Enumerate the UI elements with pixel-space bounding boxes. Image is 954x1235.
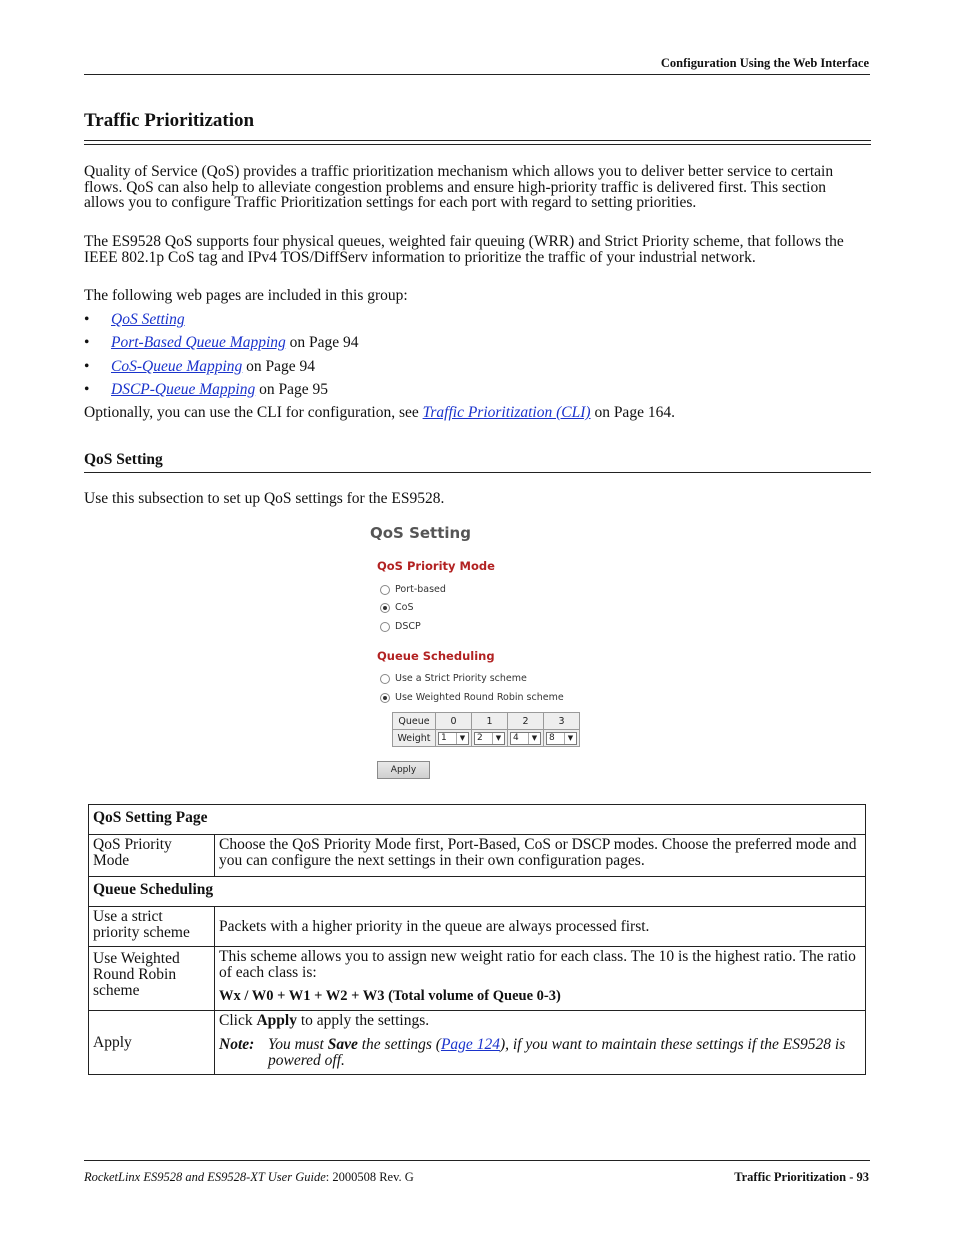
weight-select-3[interactable]: 8 ▼ xyxy=(546,732,577,745)
subsection-rule xyxy=(84,472,871,473)
queue-cell: 3 xyxy=(544,713,580,730)
weight-select-2[interactable]: 4 ▼ xyxy=(510,732,541,745)
section-rule-top xyxy=(84,140,871,141)
subsection-title: QoS Setting xyxy=(84,451,163,468)
table-subheading: Queue Scheduling xyxy=(89,877,866,907)
chevron-down-icon[interactable]: ▼ xyxy=(492,733,504,744)
radio-dscp[interactable]: DSCP xyxy=(380,621,421,632)
table-row xyxy=(89,947,866,1011)
footer-rule xyxy=(84,1160,870,1161)
radio-strict-priority[interactable]: Use a Strict Priority scheme xyxy=(380,673,527,684)
radio-icon[interactable] xyxy=(380,674,390,684)
chevron-down-icon[interactable]: ▼ xyxy=(528,733,540,744)
radio-icon[interactable] xyxy=(380,622,390,632)
support-paragraph: The ES9528 QoS supports four physical queues, weighted fair queuing (WRR) and Strict Priority scheme, that follows the IEEE 802.1p CoS tag and IPv4 TOS/DiffServ information to prioritize the traffic of your industrial network. xyxy=(84,233,844,266)
queue-cell: 1 xyxy=(472,713,508,730)
weight-select-1[interactable]: 2 ▼ xyxy=(474,732,505,745)
table-row xyxy=(393,730,580,747)
chevron-down-icon[interactable]: ▼ xyxy=(564,733,576,744)
footer-page-number: Traffic Prioritization - 93 xyxy=(734,1170,869,1184)
cli-reference: Optionally, you can use the CLI for configuration, see Traffic Prioritization (CLI) on Page 164. xyxy=(84,404,675,421)
qos-priority-mode-title: QoS Priority Mode xyxy=(377,559,495,573)
row-text: Packets with a higher priority in the queue are always processed first. xyxy=(215,907,866,947)
row-label: Use a strict priority scheme xyxy=(89,907,215,947)
table-row xyxy=(393,713,580,730)
row-label: Use Weighted Round Robin scheme xyxy=(89,947,215,1011)
radio-selected-icon[interactable] xyxy=(380,603,390,613)
row-text: Click Apply to apply the settings. xyxy=(219,1012,430,1029)
weight-select-0[interactable]: 1 ▼ xyxy=(438,732,469,745)
intro-paragraph: Quality of Service (QoS) provides a traffic prioritization mechanism which allows you to deliver better service to certain flows. QoS can also help to alleviate congestion problems and ensure high-priority traffic is delivered first. This section allows you to configure Traffic Prioritization settings for each port with regard to setting priorities. xyxy=(84,163,834,212)
note: Note: You must Save the settings (Page 124), if you want to maintain these settings if the ES9528 is powered off. xyxy=(219,1036,846,1069)
radio-selected-icon[interactable] xyxy=(380,693,390,703)
row-text: Choose the QoS Priority Mode first, Port-Based, CoS or DSCP modes. Choose the preferred mode and you can configure the next settings in their own configuration pages. xyxy=(215,835,866,877)
queue-header: Queue xyxy=(393,713,436,730)
row-label: QoS Priority Mode xyxy=(89,835,215,877)
table-row xyxy=(89,907,866,947)
table-row xyxy=(89,805,866,835)
section-rule-bottom xyxy=(84,144,871,145)
header-rule xyxy=(84,74,870,75)
dscp-queue-mapping-link[interactable]: DSCP-Queue Mapping xyxy=(111,381,256,398)
radio-port-based[interactable]: Port-based xyxy=(380,584,446,595)
cos-queue-mapping-link[interactable]: CoS-Queue Mapping xyxy=(111,358,243,375)
radio-weighted-round-robin[interactable]: Use Weighted Round Robin scheme xyxy=(380,692,564,703)
wrr-formula: Wx / W0 + W1 + W2 + W3 (Total volume of Queue 0-3) xyxy=(219,988,561,1004)
radio-cos[interactable]: CoS xyxy=(380,602,413,613)
radio-icon[interactable] xyxy=(380,585,390,595)
queue-scheduling-title: Queue Scheduling xyxy=(377,649,495,663)
queue-weight-table xyxy=(392,712,580,747)
weight-header: Weight xyxy=(393,730,436,747)
table-row xyxy=(89,1011,866,1075)
note-label: Note: xyxy=(219,1036,255,1053)
qos-setting-link[interactable]: QoS Setting xyxy=(111,311,185,328)
pages-paragraph: The following web pages are included in this group: xyxy=(84,287,408,304)
chevron-down-icon[interactable]: ▼ xyxy=(456,733,468,744)
page-124-link[interactable]: Page 124 xyxy=(440,1036,500,1053)
port-based-queue-mapping-link[interactable]: Port-Based Queue Mapping xyxy=(111,334,286,351)
table-row xyxy=(89,835,866,877)
queue-cell: 2 xyxy=(508,713,544,730)
row-label: Apply xyxy=(89,1011,215,1075)
footer-doc-title: RocketLinx ES9528 and ES9528-XT User Guide: 2000508 Rev. G xyxy=(84,1170,414,1184)
table-row xyxy=(89,877,866,907)
row-text: This scheme allows you to assign new weight ratio for each class. The 10 is the highest ratio. The ratio of each class is: xyxy=(219,948,856,981)
table-heading: QoS Setting Page xyxy=(89,805,866,835)
qos-setting-page-table xyxy=(88,804,866,1075)
queue-cell: 0 xyxy=(436,713,472,730)
running-header: Configuration Using the Web Interface xyxy=(660,56,869,70)
cli-link[interactable]: Traffic Prioritization (CLI) xyxy=(422,404,591,421)
section-title: Traffic Prioritization xyxy=(84,110,255,131)
apply-button[interactable]: Apply xyxy=(377,761,430,779)
ui-page-title: QoS Setting xyxy=(370,524,471,542)
subsection-intro: Use this subsection to set up QoS settings for the ES9528. xyxy=(84,490,445,507)
